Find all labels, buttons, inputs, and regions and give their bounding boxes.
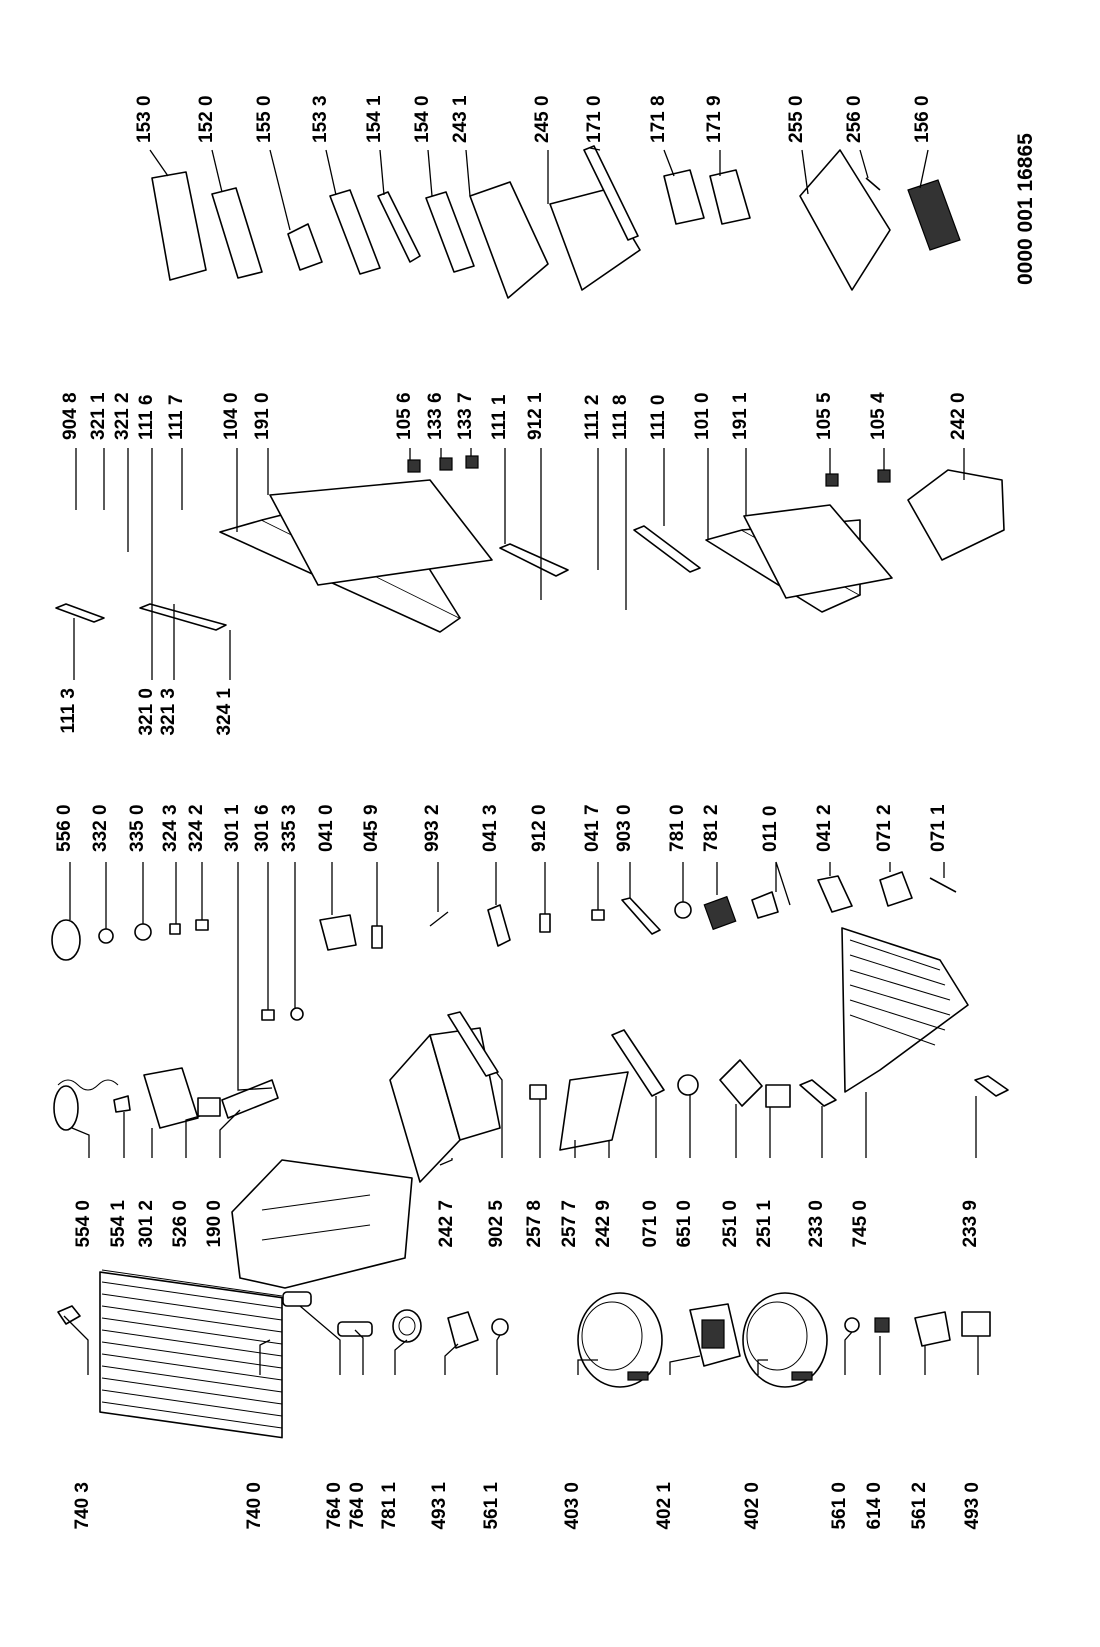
part-number-label: 154 1 <box>364 95 385 143</box>
part-number-label: 233 0 <box>806 1200 827 1248</box>
part-number-label: 105 4 <box>868 392 889 440</box>
part-drawing-554-1 <box>114 1096 130 1112</box>
part-number-label: 561 1 <box>481 1482 502 1530</box>
part-number-label: 740 3 <box>72 1482 93 1530</box>
part-number-label: 156 0 <box>912 95 933 143</box>
part-number-label: 041 2 <box>814 804 835 852</box>
part-number-label: 171 8 <box>648 95 669 143</box>
part-number-label: 764 0 <box>347 1482 368 1530</box>
part-drawing-154-1 <box>378 192 420 262</box>
part-drawing-071-1 <box>930 878 956 892</box>
part-number-label: 912 0 <box>529 804 550 852</box>
part-number-label: 324 3 <box>160 804 181 852</box>
part-drawing-153-3 <box>330 190 380 274</box>
part-number-label: 071 1 <box>928 804 949 852</box>
part-drawing-111-0 <box>634 526 700 572</box>
part-drawing-912-0 <box>540 914 550 932</box>
part-number-label: 242 7 <box>436 1200 457 1248</box>
part-number-label: 171 0 <box>584 95 605 143</box>
part-number-label: 133 7 <box>455 392 476 440</box>
part-number-label: 255 0 <box>786 95 807 143</box>
part-number-label: 105 6 <box>394 392 415 440</box>
part-number-label: 332 0 <box>90 804 111 852</box>
part-number-label: 903 0 <box>614 804 635 852</box>
part-drawing-gasket-191-1 <box>744 505 892 598</box>
part-number-label: 045 9 <box>361 804 382 852</box>
part-drawing-crisper-242-9 <box>560 1072 628 1150</box>
part-number-label: 111 7 <box>166 394 187 440</box>
part-drawing-324-2 <box>196 920 208 930</box>
part-number-label: 041 7 <box>582 804 603 852</box>
part-number-label: 321 2 <box>112 392 133 440</box>
part-drawing-154-0 <box>426 192 474 272</box>
part-drawing-561-1 <box>492 1319 508 1335</box>
part-drawing-614-0 <box>875 1318 889 1332</box>
part-number-label: 403 0 <box>562 1482 583 1530</box>
part-number-label: 101 0 <box>692 392 713 440</box>
part-drawing-903-0 <box>622 898 660 934</box>
part-number-label: 154 0 <box>412 95 433 143</box>
part-number-label: 781 1 <box>379 1482 400 1530</box>
part-number-label: 324 2 <box>186 804 207 852</box>
part-drawing-041-2 <box>818 876 852 912</box>
part-number-label: 614 0 <box>864 1482 885 1530</box>
part-drawing-242-0 <box>908 470 1004 560</box>
part-drawing-compressor-403-0 <box>578 1293 662 1387</box>
part-drawing-556-0 <box>52 920 80 960</box>
part-drawing-764-0-b <box>338 1322 372 1336</box>
part-number-label: 321 0 <box>136 688 157 736</box>
part-number-label: 152 0 <box>196 95 217 143</box>
part-number-label: 233 9 <box>960 1200 981 1248</box>
part-number-label: 781 2 <box>701 804 722 852</box>
part-number-label: 251 0 <box>720 1200 741 1248</box>
part-drawing-233-0 <box>800 1080 836 1106</box>
part-drawing-493-0 <box>962 1312 990 1336</box>
part-number-label: 764 0 <box>324 1482 345 1530</box>
part-number-label: 781 0 <box>667 804 688 852</box>
part-drawing-045-9 <box>372 926 382 948</box>
part-drawing-561-2 <box>915 1312 950 1346</box>
part-drawing-fridge-cabinet <box>232 1160 412 1288</box>
part-drawing-171-9 <box>710 170 750 224</box>
part-number-label: 321 1 <box>88 392 109 440</box>
part-number-label: 324 1 <box>214 688 235 736</box>
part-number-label: 301 1 <box>222 804 243 852</box>
part-number-label: 243 1 <box>450 95 471 143</box>
part-drawing-335-0 <box>135 924 151 940</box>
part-drawing-hinge-105-6 <box>408 460 420 472</box>
part-drawing-011-0 <box>752 892 778 918</box>
part-drawing-764-0-a <box>283 1292 311 1306</box>
part-drawing-651-0 <box>678 1075 698 1095</box>
part-drawing-256-0 <box>866 178 880 190</box>
part-number-label: 041 3 <box>480 804 501 852</box>
part-drawing-781-2 <box>704 897 735 930</box>
part-number-label: 561 0 <box>829 1482 850 1530</box>
part-drawing-301-6 <box>262 1010 274 1020</box>
part-number-label: 111 0 <box>648 394 669 440</box>
part-number-label: 301 6 <box>252 804 273 852</box>
part-number-label: 993 2 <box>422 804 443 852</box>
part-drawing-554-0 <box>54 1080 118 1130</box>
part-number-label: 251 1 <box>754 1200 775 1248</box>
part-drawing-993-2 <box>430 912 448 926</box>
part-number-label: 191 1 <box>730 392 751 440</box>
part-drawing-shelf-255-0 <box>800 150 890 290</box>
part-drawing-493-1 <box>448 1312 478 1348</box>
part-number-label: 335 3 <box>279 804 300 852</box>
part-number-label: 561 2 <box>909 1482 930 1530</box>
part-number-label: 171 9 <box>704 95 725 143</box>
part-number-label: 335 0 <box>127 804 148 852</box>
part-drawing-111-1 <box>500 544 568 576</box>
part-drawing-041-0 <box>320 915 356 950</box>
part-number-label: 111 6 <box>136 394 157 440</box>
part-number-label: 153 0 <box>134 95 155 143</box>
part-number-label: 257 7 <box>559 1200 580 1248</box>
part-number-label: 104 0 <box>221 392 242 440</box>
part-number-label: 257 8 <box>524 1200 545 1248</box>
part-number-label: 242 0 <box>948 392 969 440</box>
part-number-label: 153 3 <box>310 95 331 143</box>
part-drawing-041-7 <box>592 910 604 920</box>
part-number-label: 071 0 <box>640 1200 661 1248</box>
part-number-label: 526 0 <box>170 1200 191 1248</box>
part-number-label: 011 0 <box>760 805 781 852</box>
part-number-label: 191 0 <box>252 392 273 440</box>
document-number: 0000 001 16865 <box>1014 133 1037 285</box>
part-drawing-153-0 <box>152 172 206 280</box>
part-drawing-ice-tray-156-0 <box>908 180 960 250</box>
part-drawing-111-3 <box>56 604 104 622</box>
part-drawing-324-3 <box>170 924 180 934</box>
part-number-label: 904 8 <box>60 392 81 440</box>
part-number-label: 554 0 <box>73 1200 94 1248</box>
part-drawing-781-1 <box>393 1310 421 1342</box>
part-drawing-335-3 <box>291 1008 303 1020</box>
leader-lines <box>64 148 978 1375</box>
part-drawing-hinge-105-5 <box>826 474 838 486</box>
part-number-label: 071 2 <box>874 804 895 852</box>
part-number-label: 651 0 <box>674 1200 695 1248</box>
part-drawing-condenser-740-0 <box>100 1270 282 1438</box>
part-number-label: 740 0 <box>244 1482 265 1530</box>
part-drawing-781-0 <box>675 902 691 918</box>
part-drawing-111-6 <box>140 604 226 630</box>
part-number-label: 190 0 <box>204 1200 225 1248</box>
part-drawing-152-0 <box>212 188 262 278</box>
part-number-label: 155 0 <box>254 95 275 143</box>
part-number-label: 902 5 <box>486 1200 507 1248</box>
part-number-label: 133 6 <box>425 392 446 440</box>
part-number-label: 493 0 <box>962 1482 983 1530</box>
part-drawing-rack-745-0 <box>842 928 968 1092</box>
part-drawing-hinge-133-7 <box>466 456 478 468</box>
part-number-label: 912 1 <box>525 392 546 440</box>
part-number-label: 493 1 <box>429 1482 450 1530</box>
part-drawing-526-0 <box>198 1098 220 1116</box>
part-number-label: 256 0 <box>844 95 865 143</box>
part-number-label: 041 0 <box>316 804 337 852</box>
part-drawing-071-2 <box>880 872 912 906</box>
part-drawing-251-1 <box>766 1085 790 1107</box>
part-drawing-251-0 <box>720 1060 762 1106</box>
part-drawing-shelf-243-1 <box>470 182 548 298</box>
part-number-label: 242 9 <box>593 1200 614 1248</box>
part-number-label: 245 0 <box>532 95 553 143</box>
part-drawing-155-0 <box>288 224 322 270</box>
part-drawing-041-3 <box>488 905 510 946</box>
part-number-label: 111 3 <box>58 688 79 734</box>
part-number-label: 321 3 <box>158 688 179 736</box>
part-number-label: 105 5 <box>814 392 835 440</box>
part-drawing-332-0 <box>99 929 113 943</box>
part-number-label: 111 8 <box>610 394 631 440</box>
part-drawing-561-0 <box>845 1318 859 1332</box>
part-drawing-301-1-panel <box>222 1080 278 1118</box>
part-drawing-hinge-105-4 <box>878 470 890 482</box>
part-drawing-hinge-133-6 <box>440 458 452 470</box>
part-number-label: 745 0 <box>850 1200 871 1248</box>
part-number-label: 301 2 <box>136 1200 157 1248</box>
part-drawing-compressor-402-0 <box>743 1293 827 1387</box>
part-drawing-shelf-245-0 <box>550 190 640 290</box>
part-drawing-257-8 <box>530 1085 546 1099</box>
part-number-label: 556 0 <box>54 804 75 852</box>
part-drawing-233-9 <box>975 1076 1008 1096</box>
part-number-label: 402 0 <box>742 1482 763 1530</box>
part-number-label: 402 1 <box>654 1482 675 1530</box>
part-number-label: 111 2 <box>582 394 603 440</box>
part-number-label: 554 1 <box>108 1200 129 1248</box>
part-drawing-171-8 <box>664 170 704 224</box>
part-number-label: 111 1 <box>489 394 510 440</box>
